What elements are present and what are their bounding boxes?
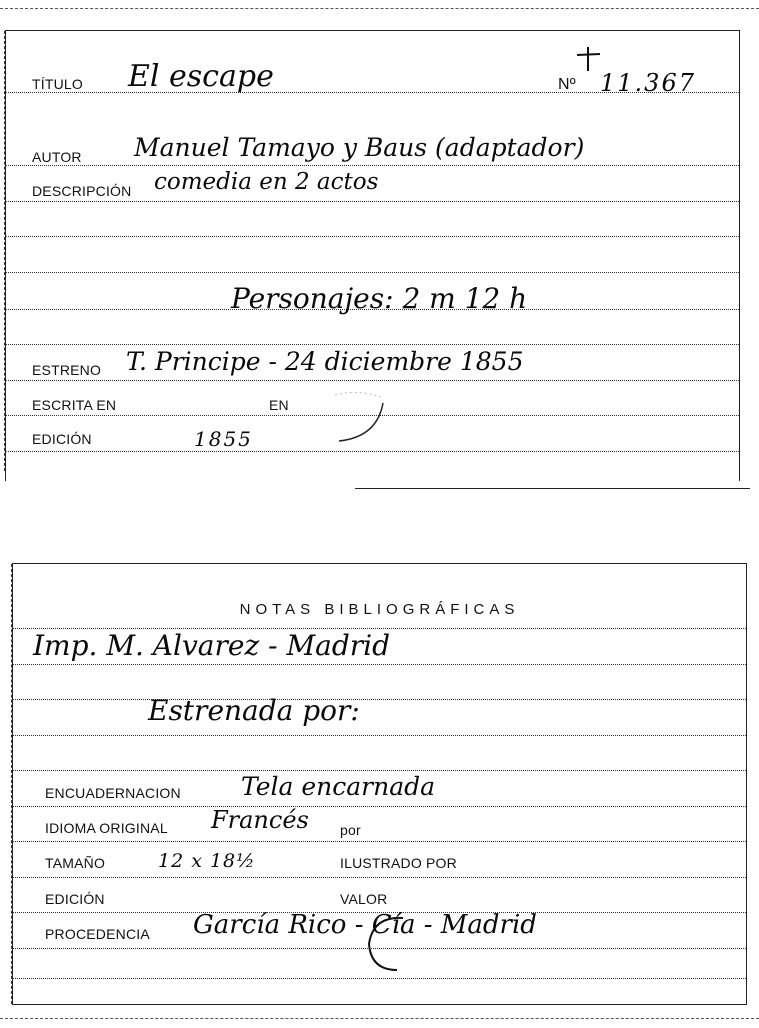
tamano-label: TAMAÑO [45,855,106,871]
note-line-imprenta: Imp. M. Alvarez - Madrid [33,629,391,662]
ruled-line [13,770,746,771]
idioma-label: IDIOMA ORIGINAL [45,820,168,836]
tamano-value: 12 x 18½ [158,850,256,872]
edicion2-label: EDICIÓN [45,891,105,907]
ruled-line [13,978,746,979]
escrita-en-label: ESCRITA EN [32,397,117,413]
edicion-label: EDICIÓN [32,431,92,447]
bottom-scan-edge [0,1018,759,1019]
ruled-line [13,699,746,700]
estreno-label: ESTRENO [32,362,102,378]
ruled-line [6,272,739,273]
catalog-card-bottom [12,563,747,1005]
valor-label: VALOR [340,891,388,907]
ruled-line [13,841,746,842]
ruled-line [13,735,746,736]
ruled-line [13,877,746,878]
idioma-value: Francés [211,806,309,834]
descripcion-value: comedia en 2 actos [154,169,379,195]
autor-label: AUTOR [32,149,82,165]
left-margin-marks [11,564,12,1004]
left-margin-marks [4,31,5,471]
descripcion-label: DESCRIPCIÓN [32,183,132,199]
en-label: EN [269,397,289,413]
punch-hole-mark [329,391,389,445]
ruled-line [6,236,739,237]
top-scan-edge [0,8,759,9]
por-label: por [340,822,361,838]
procedencia-value: García Rico - Cía - Madrid [193,910,537,940]
note-line-estrenada: Estrenada por: [148,694,360,727]
ruled-line [6,344,739,345]
autor-value: Manuel Tamayo y Baus (adaptador) [134,133,585,162]
ruled-line [6,451,739,452]
titulo-label: TÍTULO [32,76,83,92]
ilustrado-label: ILUSTRADO POR [340,855,457,871]
catalog-card-top [5,30,740,481]
edicion-value: 1855 [194,427,253,451]
ruled-line [13,664,746,665]
numero-label: Nº [558,76,576,93]
encuadernacion-value: Tela encarnada [241,772,436,801]
estreno-value: T. Principe - 24 diciembre 1855 [126,347,524,376]
punch-hole-mark [363,914,419,974]
cross-mark-icon [573,45,603,73]
ruled-line [6,201,739,202]
procedencia-label: PROCEDENCIA [45,926,150,942]
encuadernacion-label: ENCUADERNACION [45,785,181,801]
titulo-value: El escape [128,59,274,94]
ruled-line [6,165,739,166]
ruled-line [13,806,746,807]
ruled-line [6,380,739,381]
numero-value: 11.367 [600,69,696,97]
personajes-note: Personajes: 2 m 12 h [231,282,528,315]
torn-edge-line [355,488,750,489]
notas-heading: NOTAS BIBLIOGRÁFICAS [239,601,520,618]
